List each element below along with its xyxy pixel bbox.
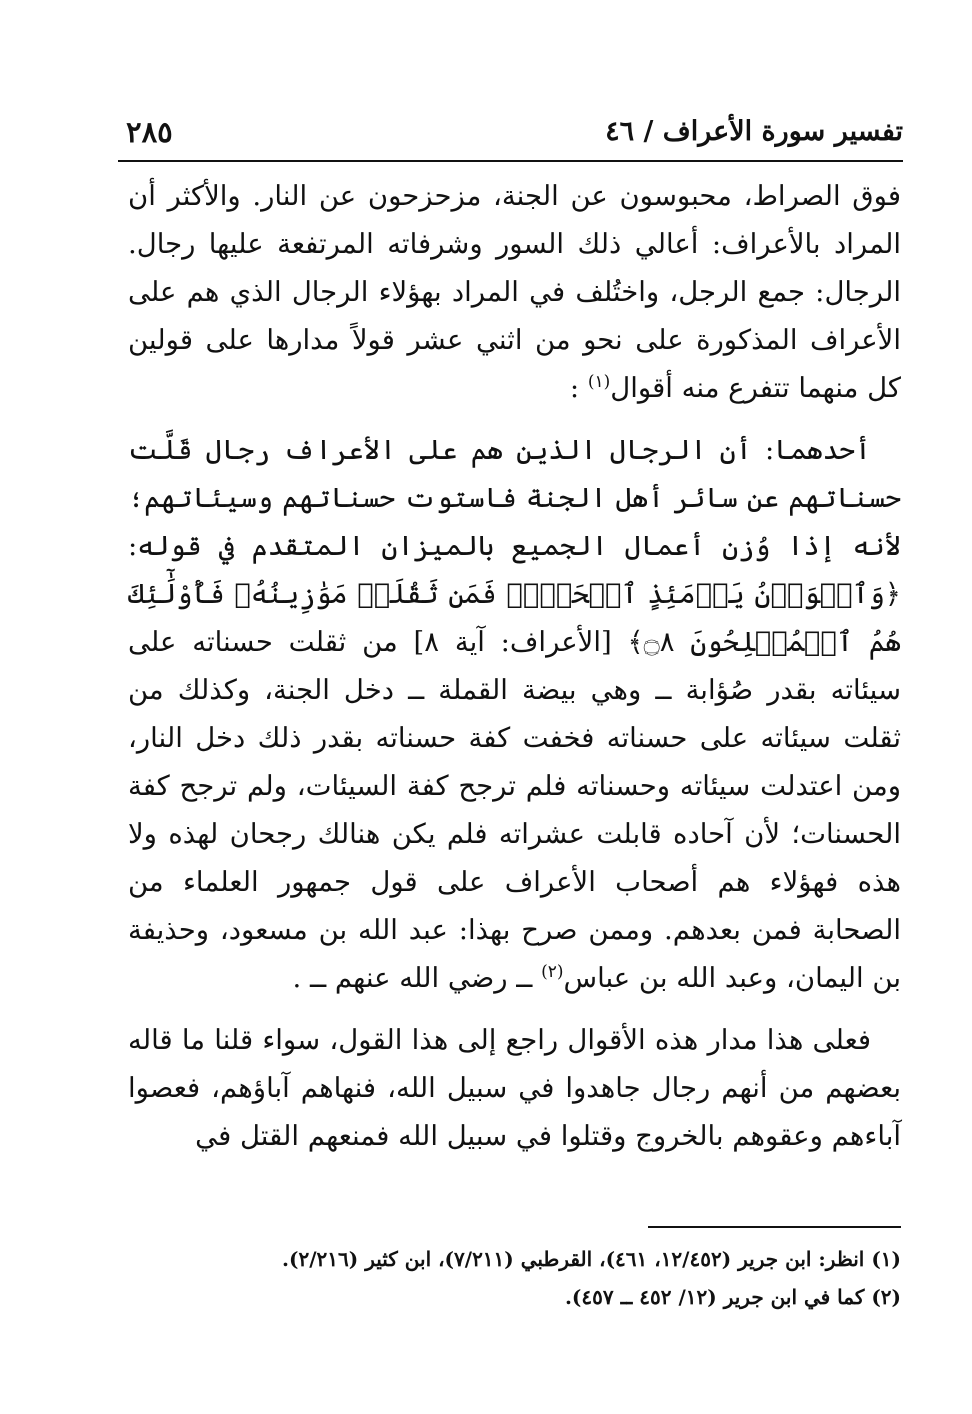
page-number: ٢٨٥ [126, 115, 173, 149]
page-header [118, 112, 903, 162]
paragraph-1-text: فوق الصراط، محبوسون عن الجنة، مزحزحون عن النار. والأكثر أن المراد بالأعراف: أعالي ذلك السور وشرفاته المرتفعة عليها رجال. الرجال: جمع الرجل، واختُلف في المراد بهؤلاء الرجال الذي هم على الأعراف المذكورة على نحو من اثني عشر قولاً مدارها على قولين كل منهما تتفرع منه أقوال [128, 180, 901, 404]
header-rule [118, 160, 903, 162]
footnote-2: (٢) كما في ابن جرير (١٢/ ٤٥٢ ــ ٤٥٧). [564, 1285, 901, 1309]
quran-verse: ﴿وَٱلۡوَزۡنُ يَوۡمَئِذٍ ٱلۡحَقُّۚ فَمَن ثَقُلَتۡ مَوَٰزِينُهُۥ فَأُوْلَٰٓئِكَ هُمُ ٱلۡمُفۡلِحُونَ ۝٨﴾ [128, 578, 902, 658]
paragraph-2 [128, 426, 901, 1002]
footnote-ref-2[interactable]: (٢) [541, 961, 564, 982]
footnote-rule [648, 1226, 901, 1228]
running-title: تفسير سورة الأعراف / ٤٦ [605, 116, 903, 147]
paragraph-3-text: فعلى هذا مدار هذه الأقوال راجع إلى هذا القول، سواء قلنا ما قاله بعضهم من أنهم رجال جاهدوا في سبيل الله، فنهاهم آباؤهم، فعصوا آباءهم وعقوهم بالخروج وقتلوا في سبيل الله فمنعهم القتل في [128, 1024, 901, 1152]
main-text [128, 172, 901, 1160]
footnotes [128, 1240, 901, 1316]
paragraph-1-end: : [569, 372, 588, 404]
paragraph-1 [128, 172, 901, 412]
paragraph-2-text-b: [الأعراف: آية ٨] من ثقلت حسناته على سيئاته بقدر صُؤابة ــ وهي بيضة القملة ــ دخل الجنة، وكذلك من ثقلت سيئاته على حسناته فخفت كفة حسناته بقدر ذلك دخل النار، ومن اعتدلت سيئاته وحسناته فلم ترجح كفة السيئات، ولم ترجح كفة الحسنات؛ لأن آحاده قابلت عشراته فلم يكن هنالك رجحان لهذه ولا هذه فهؤلاء هم أصحاب الأعراف على قول جمهور العلماء من الصحابة فمن بعدهم. وممن صرح بهذا: عبد الله بن مسعود، وحذيفة بن اليمان، وعبد الله بن عباس [128, 626, 901, 994]
paragraph-3 [128, 1016, 901, 1160]
paragraph-2-end: ــ رضي الله عنهم ــ . [292, 962, 542, 994]
footnote-1: (١) انظر: ابن جرير (١٢/٤٥٢، ٤٦١)، القرطبي (٧/٢١١)، ابن كثير (٢/٢١٦). [282, 1247, 901, 1271]
paragraph-2-text-a: أحدهما: أن الرجال الذين هم على الأعراف رجال قَلَّت حسناتهم عن سائر أهل الجنة فاستوت حسناتهم وسيئاتهم؛ لأنه إذا وُزن أعمال الجميع بالميزان المتقدم في قوله: [128, 434, 901, 562]
footnote-ref-1[interactable]: (١) [587, 371, 611, 392]
